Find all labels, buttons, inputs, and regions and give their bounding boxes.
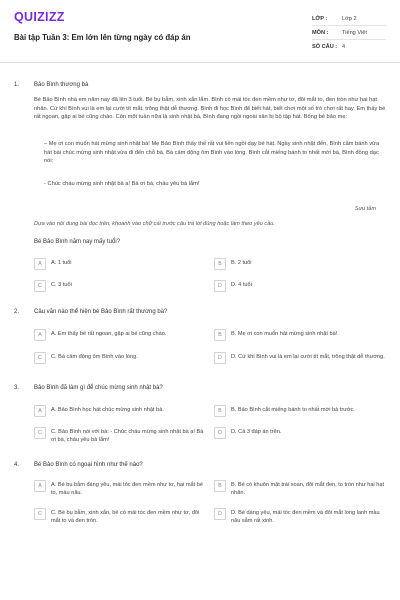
quizizz-logo: QUIZIZZ <box>14 10 65 24</box>
option-letter-box: D <box>214 508 226 520</box>
worksheet-title: Bài tập Tuần 3: Em lớn lên từng ngày có đáp án <box>14 33 191 42</box>
meta-label: MÔN : <box>312 29 329 36</box>
option-text: B. Mẹ ơi con muốn hát mừng sinh nhật bà! <box>231 331 338 337</box>
worksheet-header <box>0 0 400 63</box>
meta-label: SỐ CÂU : <box>312 43 338 50</box>
option-text: C. Bé bụ bẫm, xinh xắn, bé có mái tóc đen mềm như tơ, đôi mắt to và đen tròn. <box>51 510 200 524</box>
meta-row-class <box>312 12 386 26</box>
answer-option-c[interactable] <box>34 427 206 444</box>
option-letter-box: B <box>214 329 226 341</box>
answer-option-d[interactable] <box>214 427 386 444</box>
answer-option-d[interactable] <box>214 508 386 525</box>
options-row <box>34 405 386 417</box>
answer-option-b[interactable] <box>214 258 386 270</box>
option-letter-box: A <box>34 480 46 492</box>
option-text: A. 1 tuổi <box>51 260 72 266</box>
option-text: D. Bé dáng yêu, mái tóc đen mềm và đôi mắt long lanh màu nâu sẫm rất xinh. <box>231 510 380 524</box>
options-row <box>34 258 386 270</box>
option-letter-box: D <box>214 352 226 364</box>
answer-option-b[interactable] <box>214 405 386 417</box>
option-text: B. 2 tuổi <box>231 260 252 266</box>
passage-title: Bảo Bình thương bà <box>34 82 89 88</box>
option-text: A. Em thấy bé rất ngoan, gặp ai bé cũng chào. <box>51 331 167 337</box>
option-text: D. Cứ khi Bình vui là em lại cười tít mắt, trông thật dễ thương. <box>231 354 385 360</box>
options-row <box>34 329 386 341</box>
options-row <box>34 427 386 444</box>
answer-option-a[interactable] <box>34 329 206 341</box>
option-text: B. Bé có khuôn mặt trái xoan, đôi mắt đen, to tròn như hai hạt nhãn. <box>231 482 385 496</box>
option-letter-box: C <box>34 352 46 364</box>
passage-paragraph: - Chúc cháu mừng sinh nhật bà ạ! Bà ơi bà, cháu yêu bà lắm! <box>44 181 200 187</box>
meta-value: Tiếng Việt <box>342 29 367 36</box>
option-letter-box: B <box>214 258 226 270</box>
worksheet-meta <box>312 12 386 53</box>
option-letter-box: B <box>214 405 226 417</box>
option-letter-box: D <box>214 280 226 292</box>
answer-option-b[interactable] <box>214 329 386 341</box>
answer-option-c[interactable] <box>34 508 206 525</box>
meta-label: LỚP : <box>312 15 328 22</box>
answer-option-c[interactable] <box>34 352 206 364</box>
option-text: B. Bảo Bình cắt miếng bánh to nhất mời bà trước. <box>231 407 355 413</box>
option-text: A. Bé bụ bẫm đáng yêu, mái tóc đen mềm như tơ, hai mắt bé to, màu nâu. <box>51 482 203 496</box>
option-letter-box: A <box>34 405 46 417</box>
option-text: D. Cả 3 đáp án trên. <box>231 429 282 435</box>
question-number: 4. <box>14 462 20 468</box>
question-number: 2. <box>14 309 20 315</box>
passage-source: Sưu tầm <box>354 206 376 212</box>
option-letter-box: B <box>214 480 226 492</box>
question-text: Bảo Bình đã làm gì để chúc mừng sinh nhật bà? <box>34 385 163 391</box>
option-text: C. Bảo Bình nói với bà: - Chúc cháu mừng sinh nhật bà ạ! Bà ơi bà, cháu yêu bà lắm! <box>51 429 204 443</box>
options-row <box>34 352 386 364</box>
answer-option-b[interactable] <box>214 480 386 497</box>
option-text: C. Bà cảm động ôm Bình vào lòng. <box>51 354 138 360</box>
question-text: Bé Bảo Bình năm nay mấy tuổi? <box>34 239 121 245</box>
answer-option-c[interactable] <box>34 280 206 292</box>
instruction-text: Dựa vào nội dung bài đọc trên, khoanh vào chữ cái trước câu trả lời đúng hoặc làm theo yêu cầu. <box>34 221 275 227</box>
answer-option-a[interactable] <box>34 258 206 270</box>
meta-value: 4 <box>342 43 346 50</box>
question-text: Bé Bảo Bình có ngoại hình như thế nào? <box>34 462 143 468</box>
option-letter-box: C <box>34 508 46 520</box>
option-letter-box: C <box>34 427 46 439</box>
option-letter-box: A <box>34 329 46 341</box>
option-letter-box: A <box>34 258 46 270</box>
options-row <box>34 508 386 525</box>
meta-row-count <box>312 40 386 53</box>
option-letter-box: C <box>34 280 46 292</box>
question-number: 1. <box>14 82 20 88</box>
question-number: 3. <box>14 385 20 391</box>
passage-paragraph: Bé Bảo Bình nhà em năm nay đã lên 3 tuổi. Bé bụ bẫm, xinh xắn lắm. Bình có mái tóc đen mềm như tơ, đôi mắt to, đen tròn như hai hạt nhãn. Cứ khi Bình vui là em lại cười tít mắt, trông thật dễ thương. Bình đi học Bình để biết hát, biết chơi một số trò chơi rất hay. Em thấy bé rất ngoan, gặp ai bé cũng chào. Còn một tuần nữa là sinh nhật bà, Bình đang ngồi ngoài sân bị bộ tập hát. Bống bé bảo mẹ: <box>34 97 386 121</box>
options-row <box>34 280 386 292</box>
meta-row-subject <box>312 26 386 40</box>
answer-option-d[interactable] <box>214 352 386 364</box>
question-text: Câu văn nào thể hiện bé Bảo Bình rất thương bà? <box>34 309 168 315</box>
answer-option-d[interactable] <box>214 280 386 292</box>
options-row <box>34 480 386 497</box>
answer-option-a[interactable] <box>34 480 206 497</box>
passage-paragraph: – Mẹ ơi con muốn hát mừng sinh nhật bà! Mẹ Bảo Bình thấy thế rất vui liền ngồi dạy bé hát. Ngày sinh nhật đến, Bình cầm bánh vừa hát bài chúc mừng sinh nhật vừa đi đến chỗ bà. Bà cảm động ôm Bình vào lòng. Bình cắt miếng bánh to nhất mời bà, Bình đồng dạc nói: <box>44 141 380 165</box>
option-text: C. 3 tuổi <box>51 282 72 288</box>
answer-option-a[interactable] <box>34 405 206 417</box>
option-text: A. Bảo Bình học hát chúc mừng sinh nhật bà. <box>51 407 164 413</box>
meta-value: Lớp 2 <box>342 15 357 22</box>
option-text: D. 4 tuổi <box>231 282 252 288</box>
option-letter-box: D <box>214 427 226 439</box>
